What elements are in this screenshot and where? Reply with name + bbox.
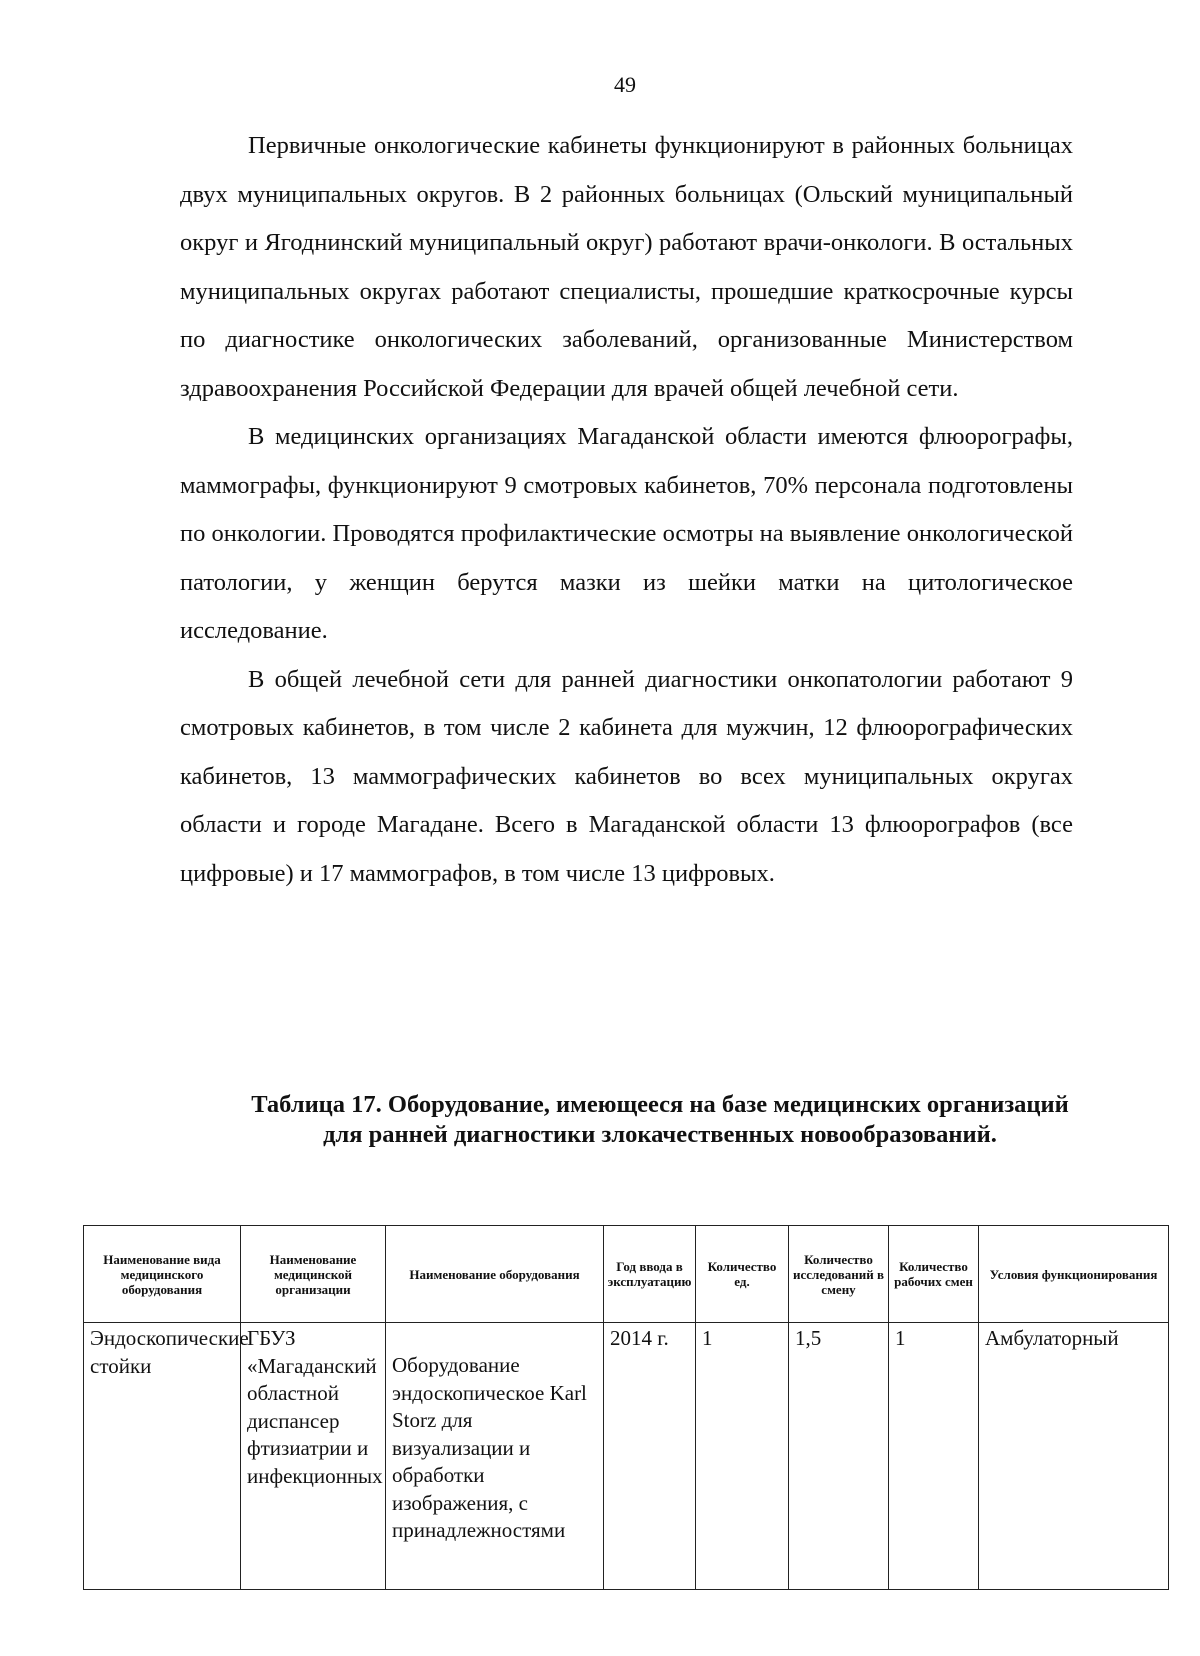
table-caption: Таблица 17. Оборудование, имеющееся на базе медицинских организаций для ранней диагностики злокачественных новообразований. (251, 1091, 1069, 1148)
table-row (84, 1323, 1169, 1590)
equipment-table (83, 1225, 1169, 1590)
header-conditions: Условия функционирования (979, 1226, 1169, 1323)
header-exams-per-shift: Количество исследований в смену (789, 1226, 889, 1323)
cell-year: 2014 г. (604, 1323, 696, 1590)
cell-conditions: Амбулаторный (979, 1323, 1169, 1590)
cell-exams-per-shift: 1,5 (789, 1323, 889, 1590)
table-header-row (84, 1226, 1169, 1323)
cell-shifts: 1 (889, 1323, 979, 1590)
header-count: Количество ед. (696, 1226, 789, 1323)
header-organization: Наименование медицинской организации (241, 1226, 386, 1323)
cell-equipment-type: Эндоскопические стойки (84, 1323, 241, 1590)
body-text (180, 122, 1073, 898)
page-number: 49 (614, 72, 636, 97)
header-year: Год ввода в эксплуатацию (604, 1226, 696, 1323)
cell-count: 1 (696, 1323, 789, 1590)
cell-equipment-name: Оборудование эндоскопическое Karl Storz для визуализации и обработки изображения, с принадлежностями (386, 1323, 604, 1590)
header-shifts: Количество рабочих смен (889, 1226, 979, 1323)
paragraph: В медицинских организациях Магаданской области имеются флюорографы, маммографы, функционируют 9 смотровых кабинетов, 70% персонала подготовлены по онкологии. Проводятся профилактические осмотры на выявление онкологической патологии, у женщин берутся мазки из шейки матки на цитологическое исследование. (180, 423, 1073, 644)
header-equipment-type: Наименование вида медицинского оборудования (84, 1226, 241, 1323)
paragraph: В общей лечебной сети для ранней диагностики онкопатологии работают 9 смотровых кабинетов, в том числе 2 кабинета для мужчин, 12 флюорографических кабинетов, 13 маммографических кабинетов во всех муниципальных округах области и городе Магадане. Всего в Магаданской области 13 флюорографов (все цифровые) и 17 маммографов, в том числе 13 цифровых. (180, 665, 1073, 887)
paragraph: Первичные онкологические кабинеты функционируют в районных больницах двух муниципальных округов. В 2 районных больницах (Ольский муниципальный округ и Ягоднинский муниципальный округ) работают врачи-онкологи. В остальных муниципальных округах работают специалисты, прошедшие краткосрочные курсы по диагностике онкологических заболеваний, организованные Министерством здравоохранения Российской Федерации для врачей общей лечебной сети. (180, 132, 1073, 402)
cell-organization: ГБУЗ «Магаданский областной диспансер фтизиатрии и инфекционных (241, 1323, 386, 1590)
header-equipment-name: Наименование оборудования (386, 1226, 604, 1323)
